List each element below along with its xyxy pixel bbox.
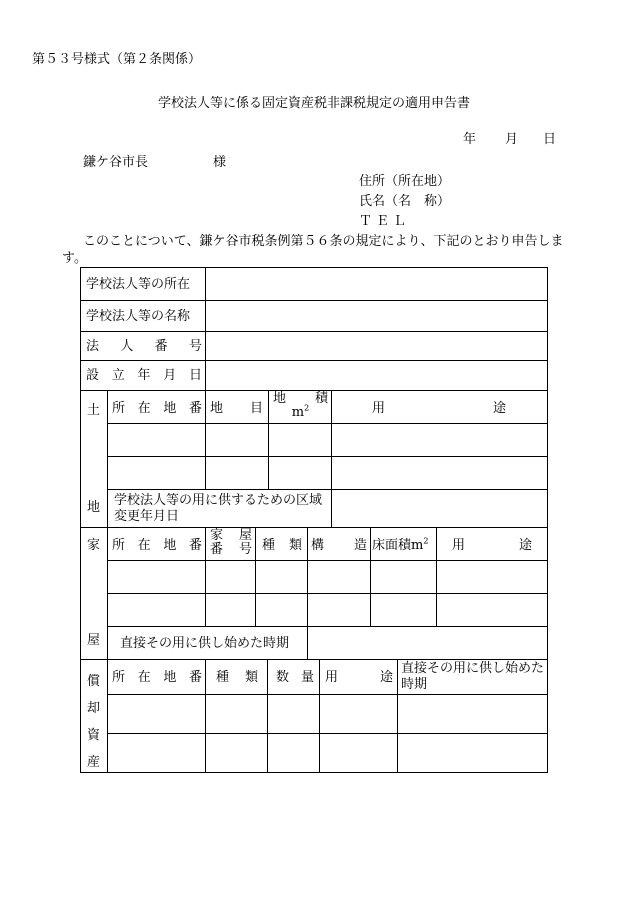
row-label-location: 学校法人等の所在 — [86, 277, 191, 292]
house-header-house-no: 家 屋 番 号 — [210, 528, 252, 557]
house-start-use-label: 直接その用に供し始めた時期 — [120, 636, 290, 651]
land-side-label-bottom: 地 — [87, 500, 101, 515]
land-header-address: 所 在 地 番 — [112, 401, 202, 416]
house-side-label-top: 家 — [87, 538, 101, 553]
addressee-sama: 様 — [213, 155, 227, 170]
statement-text: このことについて、鎌ケ谷市税条例第５６条の規定により、下記のとおり申告しま — [83, 234, 564, 249]
house-header-address: 所 在 地 番 — [112, 538, 202, 553]
depreciable-side-label: 償 却 資 産 — [87, 674, 101, 770]
land-header-use: 用 途 — [372, 401, 506, 416]
applicant-tel-label: ＴＥＬ — [359, 214, 411, 229]
date-day: 日 — [543, 132, 557, 147]
house-header-use: 用 途 — [452, 538, 532, 553]
land-change-date-label: 学校法人等の用に供するための区域変更年月日 — [114, 493, 323, 524]
addressee-mayor: 鎌ケ谷市長 — [83, 155, 149, 170]
founded-char: 立 — [111, 368, 125, 383]
row-label-corp-no — [86, 339, 202, 354]
founded-char: 年 — [137, 368, 151, 383]
land-header-area: 地 積 $m^2$ — [273, 391, 328, 420]
land-header-category: 地 目 — [210, 401, 263, 416]
document-title: 学校法人等に係る固定資産税非課税規定の適用申告書 — [158, 96, 471, 111]
statement-text-cont: す。 — [62, 251, 87, 266]
corp-no-char: 人 — [120, 339, 134, 354]
corp-no-char: 番 — [154, 339, 168, 354]
founded-char: 月 — [163, 368, 177, 383]
land-side-label-top: 土 — [87, 403, 101, 418]
corp-no-char: 法 — [86, 339, 100, 354]
house-header-kind: 種 類 — [262, 538, 302, 553]
form-number: 第５３号様式（第２条関係） — [32, 52, 202, 67]
date-year: 年 — [463, 132, 477, 147]
founded-char: 設 — [86, 368, 100, 383]
date-month: 月 — [505, 132, 519, 147]
house-side-label-bottom: 屋 — [87, 633, 101, 648]
house-header-structure: 構 造 — [311, 538, 367, 553]
row-label-name: 学校法人等の名称 — [86, 309, 191, 324]
depreciable-header-quantity: 数 量 — [276, 670, 314, 685]
depreciable-header-use: 用 途 — [325, 670, 393, 685]
depreciable-header-start-use: 直接その用に供し始めた時期 — [401, 661, 545, 692]
depreciable-header-address: 所 在 地 番 — [112, 670, 202, 685]
corp-no-char: 号 — [188, 339, 202, 354]
depreciable-header-kind: 種 類 — [216, 670, 258, 685]
founded-char: 日 — [188, 368, 202, 383]
row-label-founded — [86, 368, 202, 383]
applicant-name-label: 氏名（名 称） — [359, 194, 451, 209]
applicant-address-label: 住所（所在地） — [359, 174, 451, 189]
house-header-floor-area: 床面積$m^2$ — [372, 536, 429, 553]
